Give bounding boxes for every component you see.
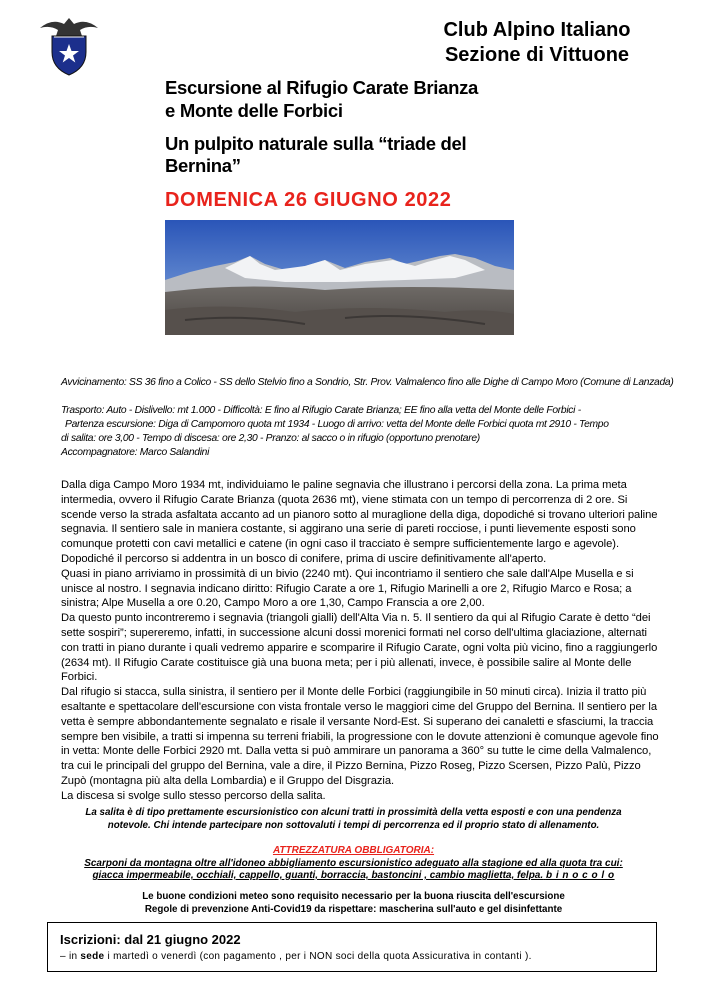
transport-info-line-1: Trasporto: Auto - Dislivello: mt 1.000 - Difficoltà: E fino al Rifugio Carate Brianza; EE fino alla vetta del Monte delle Forbici - [61, 405, 581, 416]
club-section: Sezione di Vittuone [444, 44, 630, 66]
equipment-line-1: Scarponi da montagna oltre all'idoneo abbigliamento escursionistico adeguato alla stagione ed alla quota tra cui: [84, 857, 623, 869]
registration-title: Iscrizioni: dal 21 giugno 2022 [60, 932, 241, 947]
weather-note: Le buone condizioni meteo sono requisito necessario per la buona riuscita dell'escursione [142, 891, 565, 902]
transport-info-line-3: di salita: ore 3,00 - Tempo di discesa: ore 2,30 - Pranzo: al sacco o in rifugio (opportuno prenotare) [61, 433, 480, 444]
difficulty-warning-line-1: La salita è di tipo prettamente escursionistico con alcuni tratti in prossimità della vetta esposti e con una pendenza [85, 807, 622, 818]
description-paragraph: Quasi in piano arriviamo in prossimità di un bivio (2240 mt). Qui incontriamo il sentiero che sale dall'Alpe Musella e si unisce al nostro. I segnavia indicano diritto: Rifugio Carate a ore 1, Rifugio Marinelli a ore 2, Rifugio Marco e Rosa; a sinistra; Alpe Musella a ore 0.20, Campo Moro a ore 1,30, Campo Franscia a ore 2,00. [61, 567, 634, 610]
difficulty-warning-line-2: notevole. Chi intende partecipare non sottovaluti i tempi di percorrenza ed il proprio stato di allenamento. [107, 820, 600, 831]
cai-logo [38, 12, 100, 78]
covid-note: Regole di prevenzione Anti-Covid19 da rispettare: mascherina sull'auto e gel disinfettante [144, 903, 563, 915]
registration-location: sede [80, 951, 105, 962]
subtitle-line-1: Un pulpito naturale sulla “triade del [165, 133, 467, 154]
notes-section [40, 891, 667, 916]
description-paragraph: Dal rifugio si stacca, sulla sinistra, il sentiero per il Monte delle Forbici (raggiungibile in 50 minuti circa). Inizia il tratto più esaltante e spettacolare dell'escursione con vista frontale verso le maggiori cime del Gruppo del Bernina. Il sentiero per la vetta è sempre abbondantemente segnalato e risale il versante Nord-Est. Si superano dei canaletti e sfasciumi, la traccia sempre ben visibile, a tratti si impenna su terreni friabili, la progressione con le dovute attenzioni è comunque agevole fino in vetta: Monte delle Forbici 2920 mt. Dalla vetta si può ammirare un panorama a 360° su tutte le cime della Valmalenco, tra cui le principali del gruppo del Bernina, vale a dire, il Pizzo Bernina, Pizzo Roseg, Pizzo Scersen, Pizzo Palù, Pizzo Zupò (montagna più alta della Lombardia) e il Gruppo del Disgrazia. [61, 686, 659, 787]
equipment-title: ATTREZZATURA OBBLIGATORIA: [272, 845, 435, 856]
description-paragraph: La discesa si svolge sullo stesso percorso della salita. [61, 789, 326, 802]
event-date: DOMENICA 26 GIUGNO 2022 [165, 189, 452, 211]
title-line-2: e Monte delle Forbici [165, 100, 343, 121]
equipment-line-2 [40, 870, 667, 883]
description [61, 478, 661, 804]
registration-detail [60, 951, 532, 962]
equipment-section [40, 845, 667, 883]
club-name: Club Alpino Italiano [443, 19, 631, 41]
registration-detail-rest: i martedì o venerdì (con pagamento , per i NON soci della quota Assicurativa in contanti ). [104, 951, 532, 962]
description-paragraph: Da questo punto incontreremo i segnavia (triangoli gialli) dell'Alta Via n. 5. Il sentiero da qui al Rifugio Carate è detto “dei sette sospiri”; supereremo, infatti, in successione alcuni dossi morenici formati nel corso dell'ultima glaciazione, alternati con tratti in piano durante i quali vedremo apparire e scomparire il Rifugio Carate, ogni volta più vicino, fino a raggiungerlo (2634 mt). Il Rifugio Carate costituisce già una buona meta; per i più allenati, invece, è possibile salire al Monte delle Forbici. [61, 612, 658, 684]
title-line-1: Escursione al Rifugio Carate Brianza [165, 77, 479, 98]
approach-info: Avvicinamento: SS 36 fino a Colico - SS dello Stelvio fino a Sondrio, Str. Prov. Valmalenco fino alle Dighe di Campo Moro (Comune di Lanzada) [61, 377, 674, 388]
registration-detail-prefix: – in [60, 951, 81, 962]
transport-info-line-2: Partenza escursione: Diga di Campomoro quota mt 1934 - Luogo di arrivo: vetta del Monte delle Forbici quota mt 2910 - Tempo [65, 419, 609, 430]
mountain-photo [165, 220, 514, 335]
registration-box [47, 922, 657, 972]
description-paragraph: Dalla diga Campo Moro 1934 mt, individuiamo le paline segnavia che illustrano i percorsi della zona. La prima meta intermedia, ovvero il Rifugio Carate Brianza (quota 2636 mt), viene stimata con un tempo di percorrenza di 2 ore. Si scende verso la strada asfaltata accanto ad un pianoro sotto al muraglione della diga, dopodiché si trovano ulteriori paline segnavia. Il sentiero sale in maniera costante, si aggirano una serie di pareti rocciose, i punti lievemente esposti sono comunque protetti con cavi metallici e catene (in ogni caso il tracciato è sempre sufficientemente largo e agevole). Dopodiché il percorso si addentra in un bosco di conifere, prima di uscire definitivamente all'aperto. [61, 479, 658, 565]
equipment-list: giacca impermeabile, occhiali, cappello, guanti, borraccia, bastoncini , cambio maglietta, felpa. [92, 870, 544, 881]
guide-info: Accompagnatore: Marco Salandini [61, 447, 210, 458]
subtitle-line-2: Bernina” [165, 155, 241, 176]
difficulty-warning [40, 806, 667, 832]
binoculars-text: b i n o c o l o [545, 870, 615, 881]
